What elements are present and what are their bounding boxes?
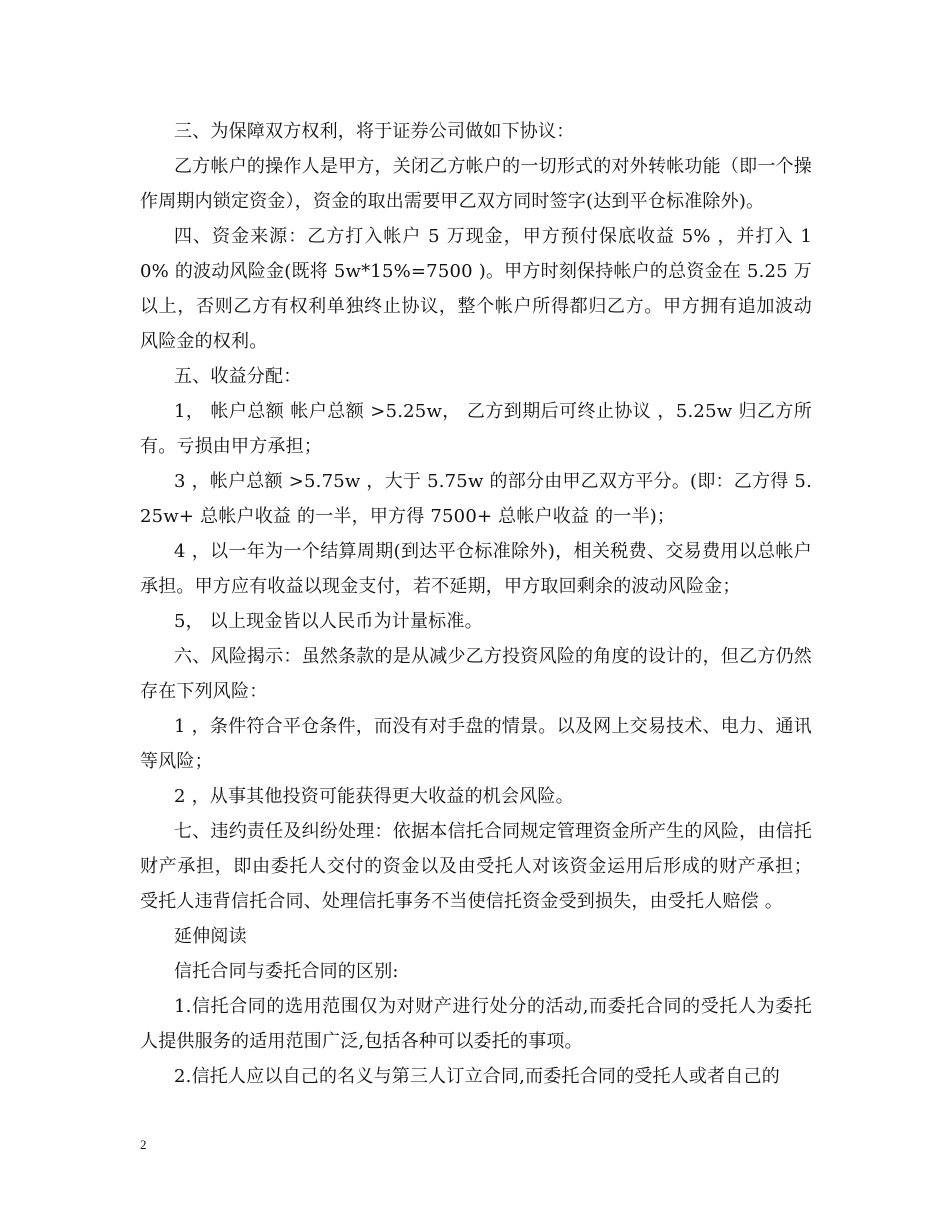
section-six-risk-disclosure: 六、风险揭示：虽然条款的是从减少乙方投资风险的角度的设计的，但乙方仍然存在下列风险：: [140, 646, 812, 702]
page-number: 2: [140, 1137, 147, 1152]
section-three-heading: 三、为保障双方权利，将于证券公司做如下协议：: [174, 121, 575, 142]
paragraph-account-operation: 乙方帐户的操作人是甲方，关闭乙方帐户的一切形式的对外转帐功能（即一个操作周期内锁定资金），资金的取出需要甲乙双方同时签字(达到平仓标准除外)。: [140, 156, 812, 212]
risk-item-1: 1 ，条件符合平仓条件，而没有对手盘的情景。以及网上交易技术、电力、通讯等风险；: [140, 716, 812, 772]
section-five-heading: 五、收益分配：: [174, 366, 302, 387]
risk-item-2: 2 ，从事其他投资可能获得更大收益的机会风险。: [174, 786, 574, 807]
profit-rule-3: 3 ，帐户总额 >5.75w ，大于 5.75w 的部分由甲乙双方平分。(即：乙方得 5.25w+ 总帐户收益 的一半，甲方得 7500+ 总帐户收益 的一半)；: [140, 471, 812, 527]
section-seven-liability: 七、违约责任及纠纷处理：依据本信托合同规定管理资金所产生的风险，由信托财产承担，即由委托人交付的资金以及由受托人对该资金运用后形成的财产承担；受托人违背信托合同、处理信托事务不当使信托资金受到损失，由受托人赔偿 。: [140, 821, 812, 912]
section-four-fund-source: 四、资金来源：乙方打入帐户 5 万现金，甲方预付保底收益 5% ，并打入 10% 的波动风险金(既将 5w*15%=7500 )。甲方时刻保持帐户的总资金在 5.25 万以上，否则乙方有权利单独终止协议，整个帐户所得都归乙方。甲方拥有追加波动风险金的权利。: [140, 226, 812, 352]
profit-rule-1: 1， 帐户总额 帐户总额 >5.25w， 乙方到期后可终止协议 ，5.25w 归乙方所有。亏损由甲方承担；: [140, 401, 812, 457]
trust-vs-commission-heading: 信托合同与委托合同的区别:: [174, 961, 399, 982]
extended-reading-heading: 延伸阅读: [174, 926, 247, 947]
document-body: [140, 114, 812, 1094]
profit-rule-5: 5， 以上现金皆以人民币为计量标准。: [174, 611, 483, 632]
profit-rule-4: 4 ，以一年为一个结算周期(到达平仓标准除外)，相关税费、交易费用以总帐户承担。甲方应有收益以现金支付，若不延期，甲方取回剩余的波动风险金；: [140, 541, 812, 597]
difference-point-2: 2.信托人应以自己的名义与第三人订立合同,而委托合同的受托人或者自己的: [174, 1066, 780, 1087]
difference-point-1: 1.信托合同的选用范围仅为对财产进行处分的活动,而委托合同的受托人为委托人提供服务的适用范围广泛,包括各种可以委托的事项。: [140, 996, 812, 1052]
